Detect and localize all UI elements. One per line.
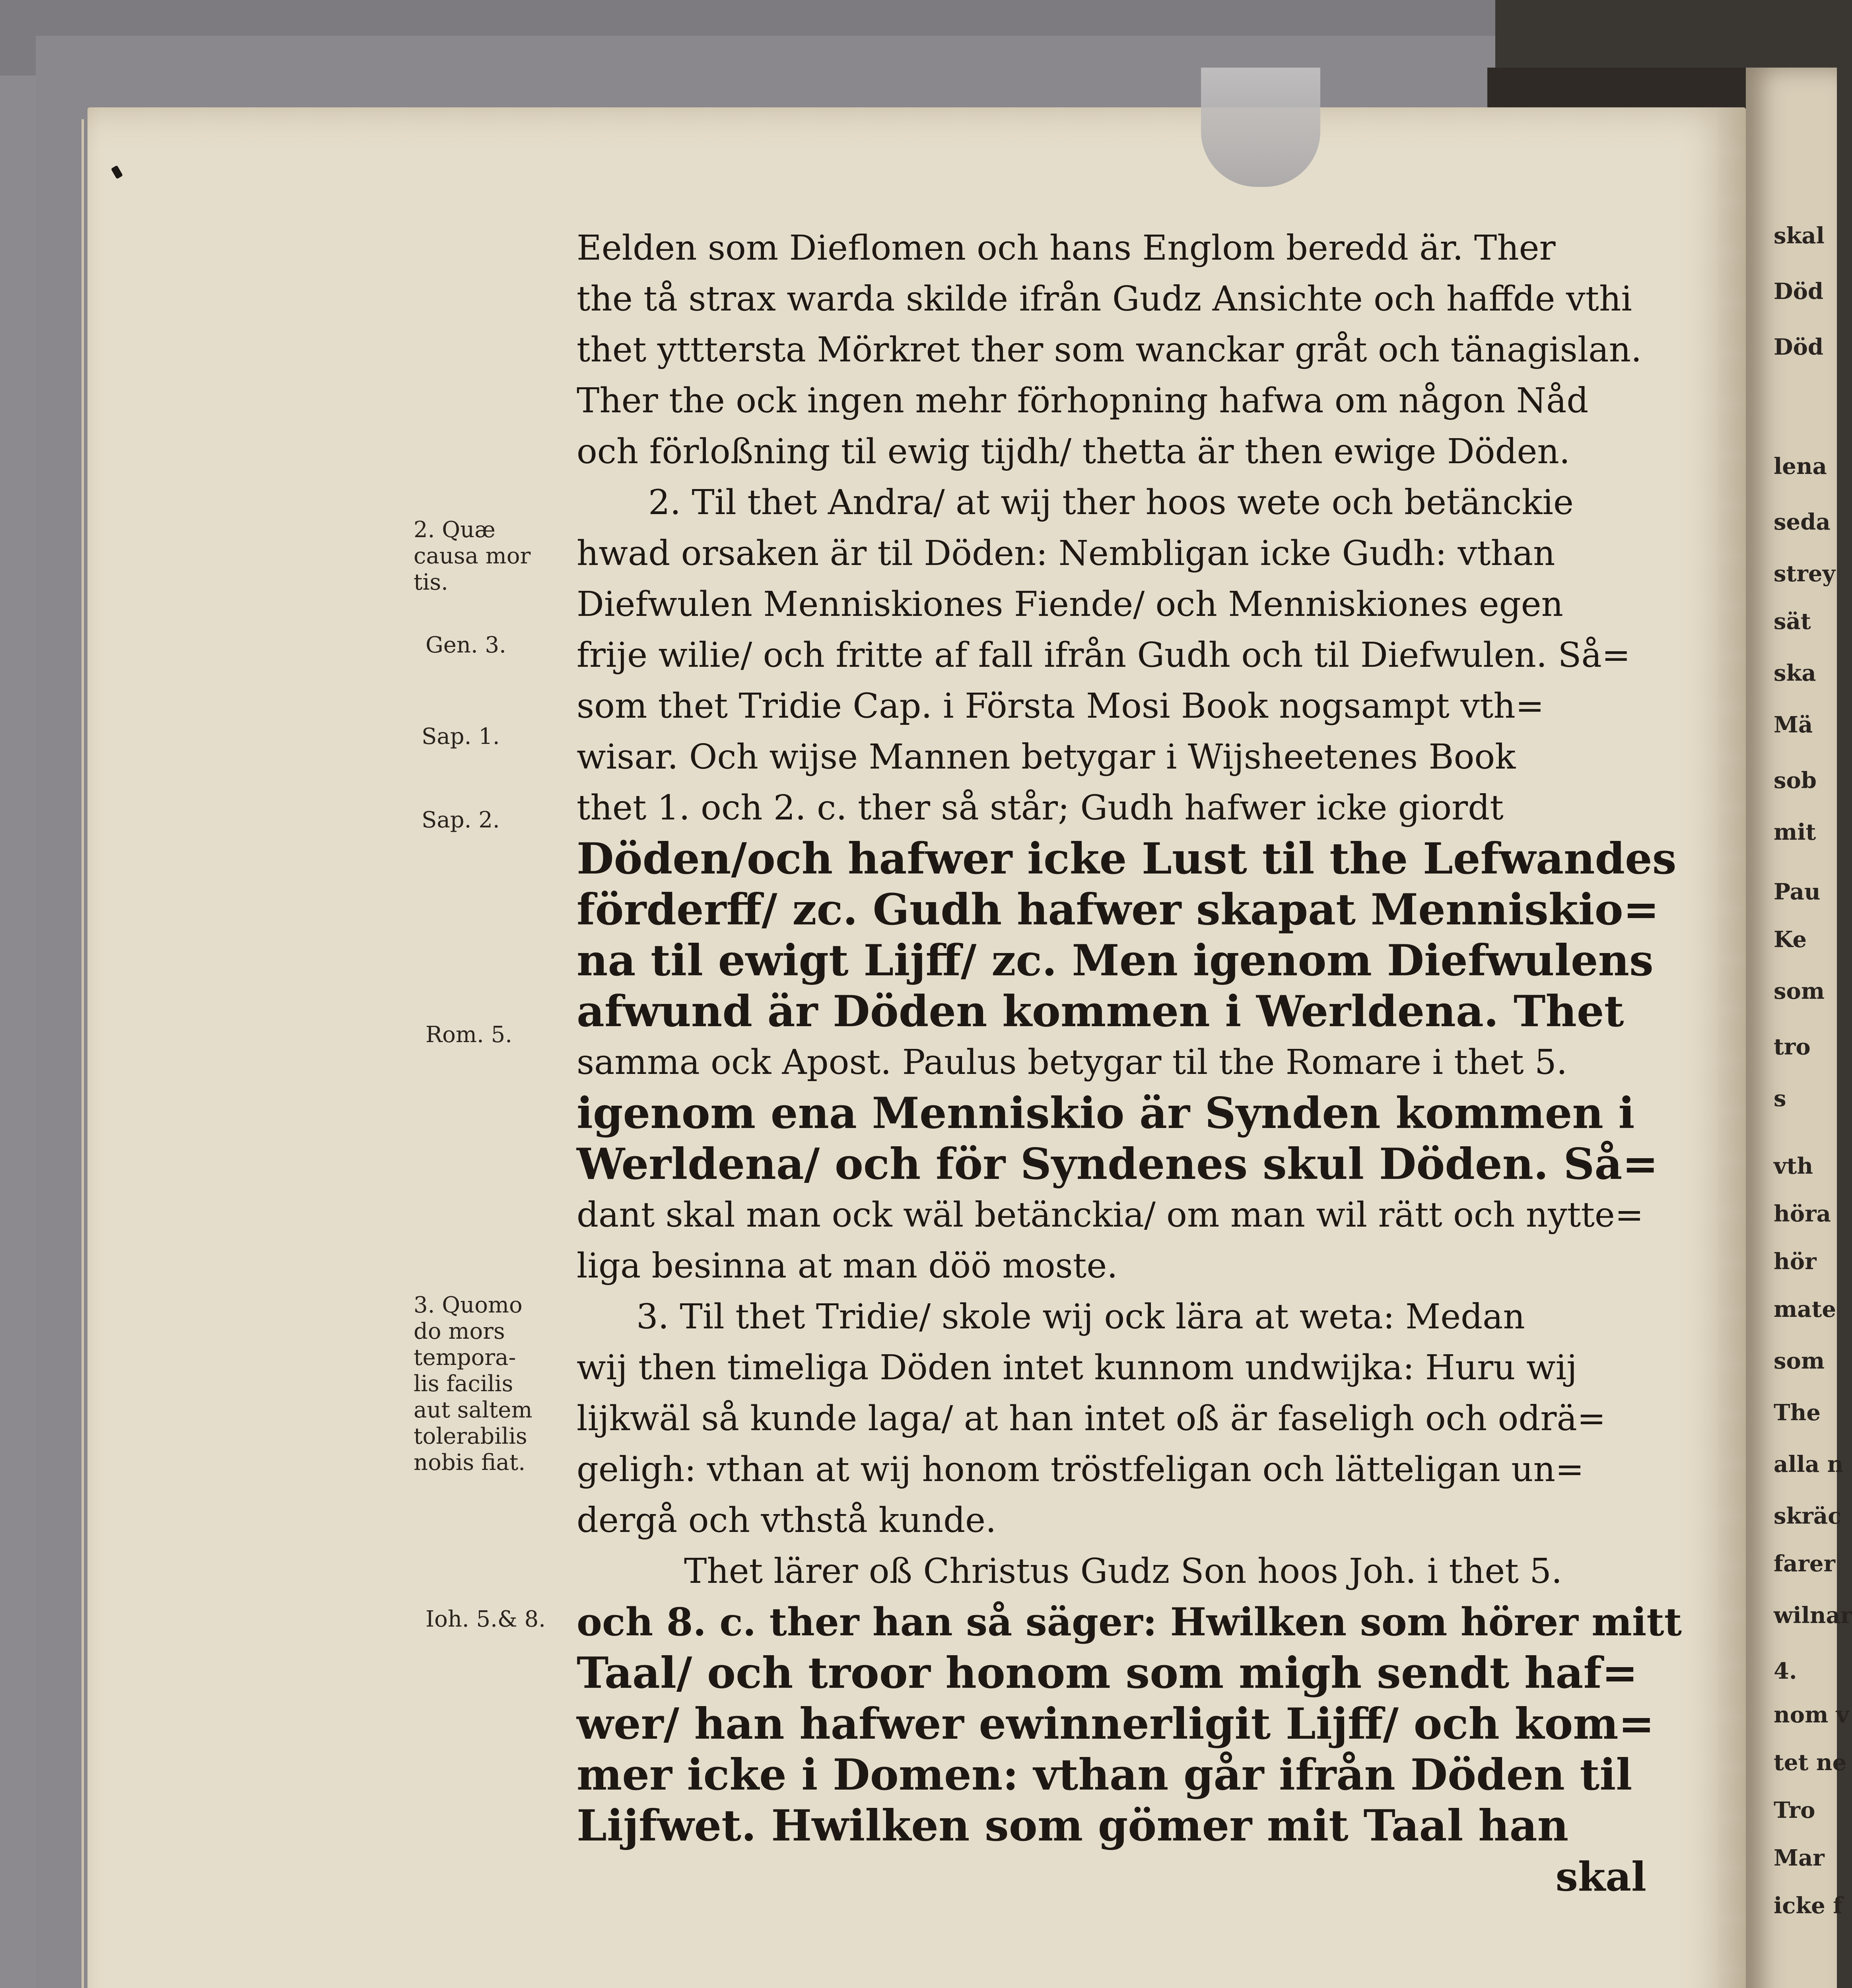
- text-line-emphasis: igenom ena Menniskio är Synden kommen i: [577, 1088, 1635, 1138]
- next-page-fragment: Död: [1774, 334, 1824, 360]
- next-page-fragment: som: [1774, 1348, 1825, 1374]
- next-page-fragment: lena: [1774, 453, 1827, 480]
- next-page-fragment: skräc: [1774, 1503, 1842, 1529]
- text-line: dergå och vthstå kunde.: [577, 1501, 997, 1540]
- next-page-fragment: icke f: [1774, 1893, 1843, 1919]
- next-page-fragment: 4.: [1774, 1658, 1797, 1684]
- margin-line: tolerabilis: [414, 1423, 527, 1449]
- next-page-fragment: skal: [1774, 223, 1825, 249]
- margin-line: tempora-: [414, 1345, 516, 1371]
- text-line-emphasis: afwund är Döden kommen i Werldena. Thet: [577, 986, 1624, 1037]
- next-page-fragment: Död: [1774, 278, 1824, 305]
- next-page-fragment: strey: [1774, 561, 1836, 587]
- margin-line: nobis fiat.: [414, 1450, 526, 1475]
- margin-line: do mors: [414, 1318, 505, 1344]
- text-line-emphasis: och 8. c. ther han så säger: Hwilken som hörer mitt: [577, 1600, 1682, 1644]
- text-line-emphasis: mer icke i Domen: vthan går ifrån Döden til: [577, 1750, 1632, 1800]
- margin-note-rom: Rom. 5.: [426, 1022, 513, 1048]
- text-line: the tå strax warda skilde ifrån Gudz Ansichte och haffde vthi: [577, 279, 1632, 319]
- margin-note-quae: [414, 517, 531, 596]
- next-page-fragment: höra: [1774, 1201, 1831, 1227]
- next-page-fragment: hör: [1774, 1248, 1817, 1275]
- text-line-emphasis: Taal/ och troor honom som migh sendt haf=: [577, 1648, 1638, 1698]
- text-line: liga besinna at man döö moste.: [577, 1246, 1118, 1286]
- next-page-fragment: s: [1774, 1085, 1786, 1112]
- margin-line: 2. Quæ: [414, 517, 496, 543]
- text-line: Eelden som Dieflomen och hans Englom beredd är. Ther: [577, 228, 1556, 268]
- margin-line: causa mor: [414, 543, 531, 569]
- margin-line: aut saltem: [414, 1397, 532, 1423]
- text-line: lijkwäl så kunde laga/ at han intet oß är faseligh och odrä=: [577, 1399, 1606, 1439]
- next-page-fragment: tet ne: [1774, 1749, 1847, 1776]
- next-page-fragment: mate: [1774, 1296, 1836, 1322]
- next-page-fragment: som: [1774, 978, 1825, 1004]
- margin-note-gen: Gen. 3.: [426, 632, 506, 658]
- text-line-emphasis: Werldena/ och för Syndenes skul Döden. Så=: [577, 1139, 1658, 1189]
- next-page-fragment: Pau: [1774, 879, 1821, 905]
- text-line: 2. Til thet Andra/ at wij ther hoos wete och betänckie: [648, 483, 1574, 522]
- text-line: Ther the ock ingen mehr förhopning hafwa om någon Nåd: [577, 381, 1589, 421]
- next-page-fragment: seda: [1774, 509, 1831, 535]
- text-line: 3. Til thet Tridie/ skole wij ock lära at weta: Medan: [636, 1297, 1525, 1337]
- text-line: som thet Tridie Cap. i Första Mosi Book nogsampt vth=: [577, 686, 1544, 726]
- margin-note-sap2: Sap. 2.: [422, 807, 500, 833]
- text-line: samma ock Apost. Paulus betygar til the Romare i thet 5.: [577, 1043, 1568, 1082]
- text-line: hwad orsaken är til Döden: Nembligan icke Gudh: vthan: [577, 534, 1555, 573]
- catchword: skal: [1555, 1853, 1646, 1900]
- next-page-fragment: alla n: [1774, 1451, 1844, 1477]
- next-page-fragment: tro: [1774, 1034, 1811, 1060]
- next-page-fragment: nom v: [1774, 1702, 1849, 1728]
- next-page-fragment: sob: [1774, 767, 1817, 794]
- next-page-fragment: Mä: [1774, 712, 1813, 738]
- page-clip: [1201, 68, 1320, 187]
- text-line: frije wilie/ och fritte af fall ifrån Gudh och til Diefwulen. Så=: [577, 635, 1630, 675]
- margin-note-quomodo: [414, 1292, 532, 1476]
- text-line: Diefwulen Menniskiones Fiende/ och Menniskiones egen: [577, 584, 1563, 624]
- margin-note-ioh: Ioh. 5.& 8.: [426, 1606, 546, 1632]
- next-page-fragment: sät: [1774, 608, 1811, 635]
- next-page-fragment: vth: [1774, 1153, 1813, 1179]
- text-line: thet 1. och 2. c. ther så står; Gudh hafwer icke giordt: [577, 788, 1504, 828]
- text-line: wisar. Och wijse Mannen betygar i Wijsheetenes Book: [577, 737, 1516, 777]
- text-line-emphasis: Döden/och hafwer icke Lust til the Lefwandes: [577, 834, 1677, 884]
- margin-line: lis facilis: [414, 1371, 513, 1397]
- next-page-fragment: mit: [1774, 819, 1816, 845]
- next-page-fragment: Mar: [1774, 1845, 1825, 1871]
- margin-line: 3. Quomo: [414, 1292, 523, 1318]
- next-page-fragment: ska: [1774, 660, 1816, 686]
- text-line: wij then timeliga Döden intet kunnom undwijka: Huru wij: [577, 1348, 1577, 1388]
- main-text-block: [577, 223, 1682, 1902]
- next-page-fragment: Tro: [1774, 1797, 1815, 1823]
- text-line: geligh: vthan at wij honom tröstfeligan och lätteligan un=: [577, 1450, 1584, 1489]
- margin-line: tis.: [414, 569, 448, 595]
- next-page-fragment: farer: [1774, 1551, 1836, 1577]
- text-line-emphasis: förderff/ zc. Gudh hafwer skapat Menniskio=: [577, 885, 1660, 935]
- text-line: dant skal man ock wäl betänckia/ om man wil rätt och nytte=: [577, 1195, 1644, 1235]
- text-line: Thet lärer oß Christus Gudz Son hoos Joh. i thet 5.: [684, 1551, 1562, 1591]
- next-page-fragment: The: [1774, 1400, 1821, 1426]
- margin-note-sap1: Sap. 1.: [422, 724, 500, 749]
- next-page-fragment: Ke: [1774, 926, 1807, 953]
- text-line: thet ytttersta Mörkret ther som wanckar gråt och tänagislan.: [577, 330, 1642, 370]
- text-line-emphasis: na til ewigt Lijff/ zc. Men igenom Diefwulens: [577, 936, 1654, 986]
- text-line-emphasis: wer/ han hafwer ewinnerligit Lijff/ och kom=: [577, 1699, 1655, 1749]
- text-line-emphasis: Lijfwet. Hwilken som gömer mit Taal han: [577, 1801, 1569, 1851]
- next-page-fragment: wilnar: [1774, 1602, 1852, 1629]
- text-line: och förloßning til ewig tijdh/ thetta är then ewige Döden.: [577, 432, 1570, 472]
